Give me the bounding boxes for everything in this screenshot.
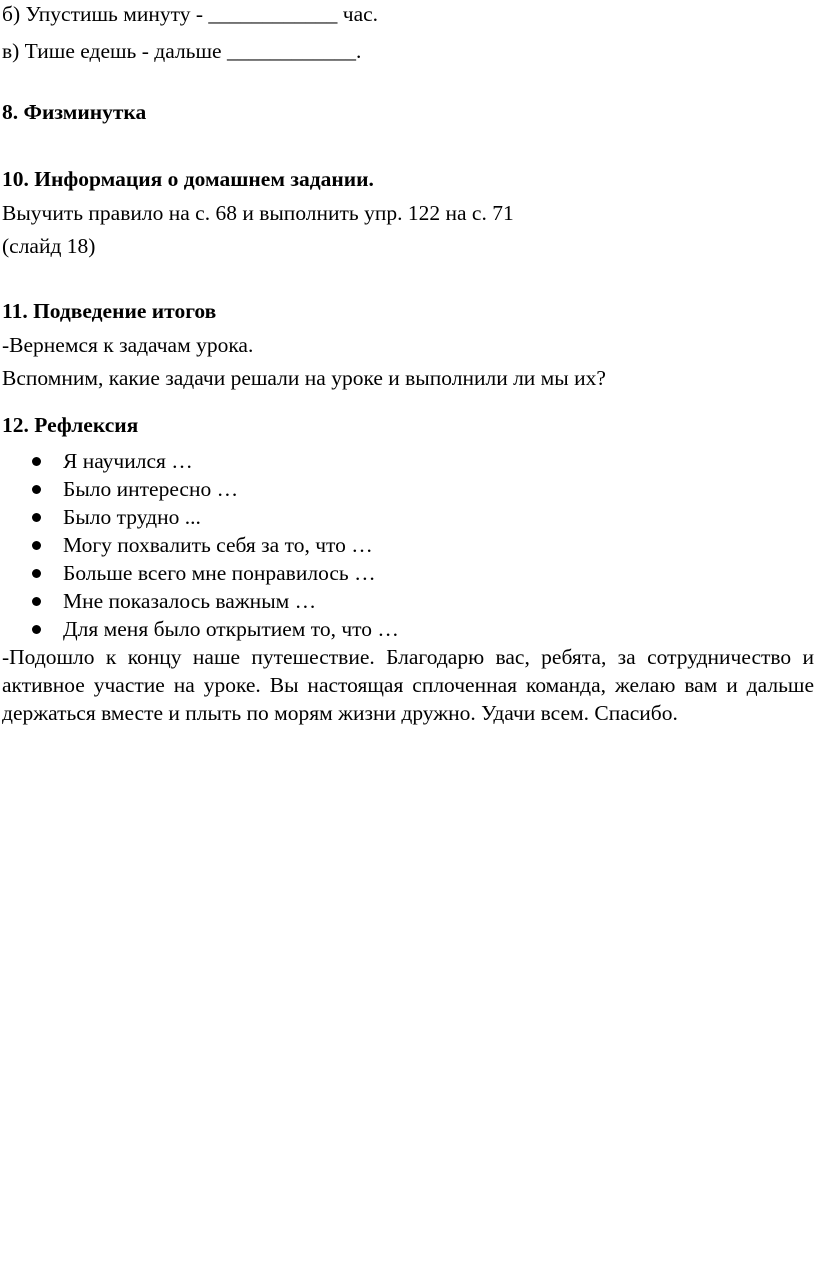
section-10-heading: 10. Информация о домашнем задании. bbox=[2, 167, 374, 191]
bullet-icon bbox=[32, 569, 41, 578]
proverb-line-b: б) Упустишь минуту - ____________ час. bbox=[2, 2, 379, 26]
list-item-text: Для меня было открытием то, что … bbox=[63, 617, 399, 641]
homework-text: Выучить правило на с. 68 и выполнить упр. 122 на с. 71 bbox=[2, 201, 514, 225]
list-item bbox=[2, 503, 399, 531]
bullet-icon bbox=[32, 541, 41, 550]
bullet-icon bbox=[32, 625, 41, 634]
list-item bbox=[2, 587, 399, 615]
bullet-icon bbox=[32, 597, 41, 606]
section-12-heading: 12. Рефлексия bbox=[2, 413, 139, 437]
closing-paragraph: -Подошло к концу наше путешествие. Благодарю вас, ребята, за сотрудничество и активное участие на уроке. Вы настоящая сплоченная команда, желаю вам и дальше держаться вместе и плыть по морям жизни дружно. Удачи всем. Спасибо. bbox=[2, 645, 814, 725]
list-item bbox=[2, 447, 399, 475]
summary-text-2: Вспомним, какие задачи решали на уроке и выполнили ли мы их? bbox=[2, 366, 606, 390]
section-11-heading: 11. Подведение итогов bbox=[2, 299, 217, 323]
list-item bbox=[2, 531, 399, 559]
list-item-text: Больше всего мне понравилось … bbox=[63, 561, 376, 585]
homework-slide-ref: (слайд 18) bbox=[2, 234, 96, 258]
section-8-heading: 8. Физминутка bbox=[2, 100, 147, 124]
list-item bbox=[2, 615, 399, 643]
list-item bbox=[2, 475, 399, 503]
bullet-icon bbox=[32, 485, 41, 494]
summary-text-1: -Вернемся к задачам урока. bbox=[2, 333, 254, 357]
bullet-icon bbox=[32, 513, 41, 522]
list-item bbox=[2, 559, 399, 587]
list-item-text: Могу похвалить себя за то, что … bbox=[63, 533, 373, 557]
list-item-text: Было интересно … bbox=[63, 477, 239, 501]
list-item-text: Мне показалось важным … bbox=[63, 589, 317, 613]
list-item-text: Я научился … bbox=[63, 449, 193, 473]
reflection-list bbox=[2, 447, 399, 643]
bullet-icon bbox=[32, 457, 41, 466]
proverb-line-v: в) Тише едешь - дальше ____________. bbox=[2, 39, 362, 63]
list-item-text: Было трудно ... bbox=[63, 505, 201, 529]
